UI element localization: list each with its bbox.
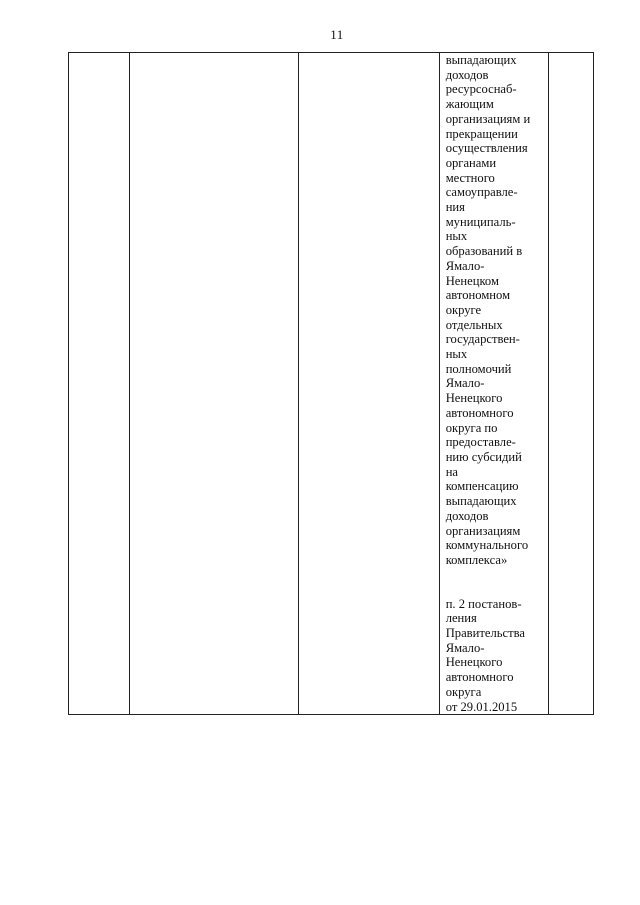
table-cell-column-5 (548, 53, 593, 715)
column-4-reference-text: п. 2 постанов- ления Правительства Ямало- Ненецкого автономного округа от 29.01.2015 (445, 596, 525, 714)
column-4-continued-text: выпадающих доходов ресурсоснаб- жающим организациям и прекращении осуществления органами местного самоуправле- ния муниципаль- ных образований в Ямало- Ненецком автономном округе отдельных государствен- ных полномочий Ямало- Ненецкого автономного округа по предоставле- нию субсидий на компенсацию выпадающих доходов организациям коммунального комплекса» (445, 53, 531, 567)
table-cell-column-1 (69, 53, 130, 715)
table-cell-column-3 (299, 53, 439, 715)
table-row (69, 53, 594, 715)
page-number: 11 (330, 27, 344, 42)
paragraph-gap (440, 568, 548, 597)
document-table (68, 52, 594, 715)
table-cell-column-2 (130, 53, 299, 715)
table-cell-column-4 (439, 53, 548, 715)
